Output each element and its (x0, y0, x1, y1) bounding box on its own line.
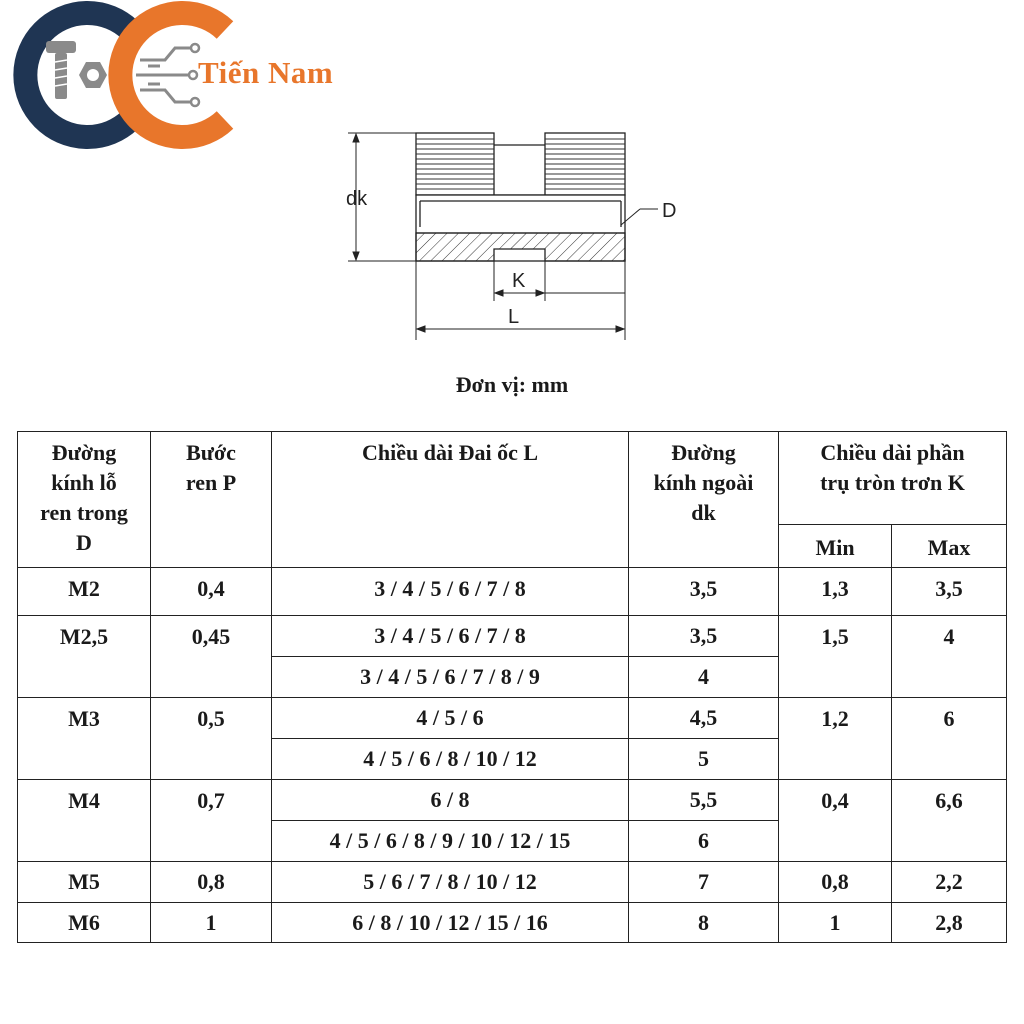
cell-kmax: 4 (892, 616, 1007, 698)
header-text: D (76, 530, 92, 555)
cell-l: 5 / 6 / 7 / 8 / 10 / 12 (272, 862, 629, 903)
cell-l: 3 / 4 / 5 / 6 / 7 / 8 / 9 (272, 657, 629, 698)
insert-nut-diagram (340, 125, 700, 350)
cell-l: 4 / 5 / 6 / 8 / 9 / 10 / 12 / 15 (272, 821, 629, 862)
header-text: Đường (671, 440, 736, 465)
header-text: Chiều dài Đai ốc L (361, 440, 539, 465)
table-row (18, 616, 1007, 657)
cell-l: 6 / 8 / 10 / 12 / 15 / 16 (272, 903, 629, 943)
header-min: Min (779, 525, 892, 568)
dim-label-L: L (508, 306, 520, 328)
cell-dk: 5,5 (629, 780, 779, 821)
cell-l: 6 / 8 (272, 780, 629, 821)
header-text: Đường (51, 440, 117, 465)
header-max: Max (892, 525, 1007, 568)
cell-d: M2 (18, 568, 151, 616)
dim-label-K: K (512, 270, 526, 292)
header-plain-cylinder-length (779, 432, 1007, 525)
header-text: trụ tròn trơn K (820, 470, 965, 495)
unit-label: Đơn vị: mm (455, 372, 569, 397)
brand-name: Tiến Nam (198, 55, 334, 90)
header-text: kính ngoài (653, 470, 754, 495)
cell-dk: 6 (629, 821, 779, 862)
spec-table (17, 431, 1007, 943)
header-thread-diameter (18, 432, 151, 568)
table-row (18, 862, 1007, 903)
table-row (18, 780, 1007, 821)
header-text: ren trong (40, 500, 128, 525)
cell-d: M3 (18, 698, 151, 780)
dim-label-D: D (662, 200, 677, 222)
cell-l: 3 / 4 / 5 / 6 / 7 / 8 (272, 568, 629, 616)
cell-kmin: 0,8 (779, 862, 892, 903)
cell-dk: 5 (629, 739, 779, 780)
cell-dk: 3,5 (629, 616, 779, 657)
table-row (18, 903, 1007, 943)
cell-p: 0,4 (151, 568, 272, 616)
cell-d: M4 (18, 780, 151, 862)
cell-p: 1 (151, 903, 272, 943)
cell-d: M6 (18, 903, 151, 943)
cell-l: 4 / 5 / 6 / 8 / 10 / 12 (272, 739, 629, 780)
cell-kmin: 1,5 (779, 616, 892, 698)
cell-kmin: 1 (779, 903, 892, 943)
header-outer-diameter (629, 432, 779, 568)
cell-p: 0,45 (151, 616, 272, 698)
cell-l: 3 / 4 / 5 / 6 / 7 / 8 (272, 616, 629, 657)
cell-p: 0,8 (151, 862, 272, 903)
cell-kmax: 2,2 (892, 862, 1007, 903)
table-row (18, 698, 1007, 739)
header-text: ren P (185, 470, 237, 495)
table-row (18, 568, 1007, 616)
header-text: kính lỗ (51, 470, 117, 495)
cell-dk: 7 (629, 862, 779, 903)
cell-kmin: 0,4 (779, 780, 892, 862)
brand-logo (0, 0, 380, 150)
header-text: dk (691, 500, 716, 525)
cell-d: M5 (18, 862, 151, 903)
cell-kmax: 6 (892, 698, 1007, 780)
cell-kmin: 1,3 (779, 568, 892, 616)
cell-p: 0,5 (151, 698, 272, 780)
cell-dk: 8 (629, 903, 779, 943)
dim-label-dk: dk (346, 188, 368, 210)
cell-dk: 4 (629, 657, 779, 698)
header-pitch (151, 432, 272, 568)
header-nut-length (272, 432, 629, 568)
cell-dk: 3,5 (629, 568, 779, 616)
header-text: Bước (186, 440, 236, 465)
header-text: Chiều dài phần (820, 440, 965, 465)
cell-p: 0,7 (151, 780, 272, 862)
cell-kmax: 3,5 (892, 568, 1007, 616)
cell-d: M2,5 (18, 616, 151, 698)
cell-l: 4 / 5 / 6 (272, 698, 629, 739)
cell-dk: 4,5 (629, 698, 779, 739)
cell-kmax: 6,6 (892, 780, 1007, 862)
cell-kmin: 1,2 (779, 698, 892, 780)
cell-kmax: 2,8 (892, 903, 1007, 943)
